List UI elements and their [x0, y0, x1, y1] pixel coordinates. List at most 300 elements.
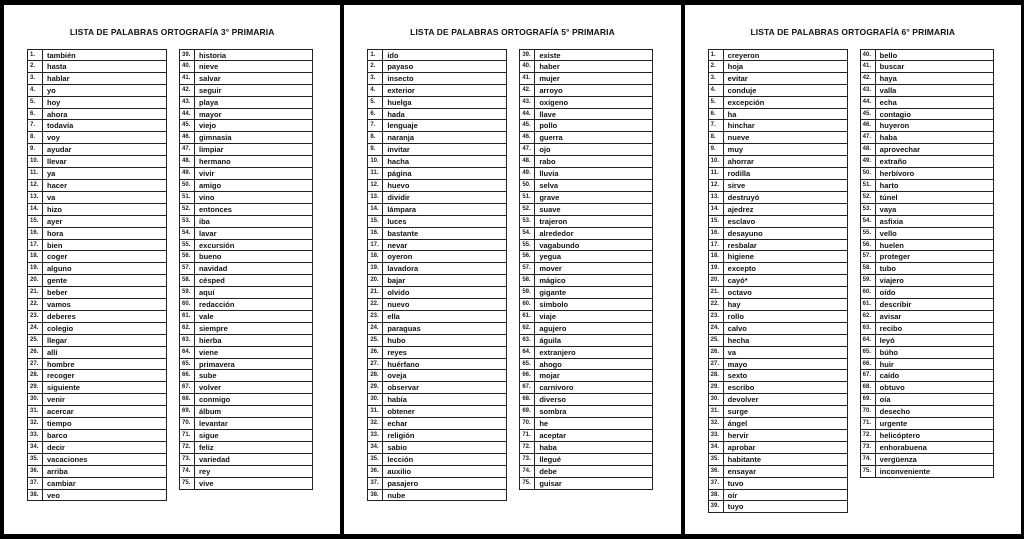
- word-text: alguno: [47, 264, 72, 274]
- word-row: [179, 204, 313, 216]
- word-row: [179, 120, 313, 132]
- word-text: pollo: [539, 121, 558, 131]
- word-row: [367, 466, 507, 478]
- word-row: [27, 418, 167, 430]
- word-text: va: [727, 347, 736, 357]
- word-text: cayó*: [727, 276, 748, 286]
- word-number: 24.: [28, 323, 43, 334]
- word-number: 51.: [180, 192, 195, 203]
- word-row: [519, 251, 653, 263]
- word-row: [860, 287, 994, 299]
- word-number: 4.: [709, 85, 724, 96]
- word-row: [367, 478, 507, 490]
- word-text: mujer: [539, 73, 560, 83]
- word-text: sabio: [387, 442, 407, 452]
- word-row: [27, 97, 167, 109]
- word-row: [179, 418, 313, 430]
- word-row: [367, 299, 507, 311]
- word-text: amigo: [199, 180, 222, 190]
- word-text: haba: [539, 442, 557, 452]
- word-text: nube: [387, 490, 406, 500]
- word-row: [860, 311, 994, 323]
- word-text: hervir: [727, 431, 749, 440]
- word-row: [179, 192, 313, 204]
- word-row: [367, 180, 507, 192]
- word-row: [179, 323, 313, 335]
- word-text: sigue: [199, 431, 219, 440]
- word-text: siempre: [199, 323, 228, 333]
- word-number: 72.: [180, 442, 195, 453]
- word-number: 71.: [180, 430, 195, 441]
- word-text: arroyo: [539, 85, 563, 95]
- word-number: 62.: [520, 323, 535, 334]
- word-text: viaje: [539, 311, 557, 321]
- word-text: beber: [47, 288, 68, 298]
- word-number: 22.: [709, 299, 724, 310]
- word-text: nueve: [727, 133, 750, 143]
- word-text: aquí: [199, 288, 215, 298]
- word-row: [179, 109, 313, 121]
- word-row: [179, 132, 313, 144]
- word-number: 3.: [709, 73, 724, 84]
- word-row: [179, 370, 313, 382]
- word-number: 53.: [861, 204, 876, 215]
- word-number: 13.: [368, 192, 383, 203]
- word-row: [860, 216, 994, 228]
- word-row: [27, 109, 167, 121]
- word-number: 15.: [709, 216, 724, 227]
- word-row: [367, 49, 507, 61]
- word-text: avisar: [879, 311, 902, 321]
- word-number: 13.: [709, 192, 724, 203]
- word-text: creyeron: [727, 51, 760, 60]
- word-text: huevo: [387, 180, 410, 190]
- word-text: lección: [387, 454, 414, 464]
- word-text: oyeron: [387, 252, 413, 262]
- word-row: [367, 156, 507, 168]
- word-text: página: [387, 169, 412, 179]
- word-number: 44.: [180, 109, 195, 120]
- word-column: [860, 49, 994, 478]
- word-number: 32.: [28, 418, 43, 429]
- word-row: [708, 156, 848, 168]
- word-text: ensayar: [727, 466, 757, 476]
- word-number: 50.: [180, 180, 195, 191]
- word-number: 51.: [520, 192, 535, 203]
- word-number: 11.: [368, 168, 383, 179]
- word-number: 28.: [709, 370, 724, 381]
- word-row: [179, 478, 313, 490]
- word-number: 29.: [368, 382, 383, 393]
- word-text: sexto: [727, 371, 748, 381]
- word-number: 67.: [520, 382, 535, 393]
- word-number: 6.: [368, 109, 383, 120]
- word-row: [367, 442, 507, 454]
- word-number: 48.: [180, 156, 195, 167]
- word-row: [860, 144, 994, 156]
- word-row: [367, 61, 507, 73]
- word-row: [27, 406, 167, 418]
- word-number: 28.: [28, 370, 43, 381]
- word-text: leyó: [879, 335, 895, 345]
- page-title: LISTA DE PALABRAS ORTOGRAFÍA 6° PRIMARIA: [750, 27, 956, 37]
- word-text: levantar: [199, 419, 228, 429]
- word-row: [179, 466, 313, 478]
- word-number: 23.: [28, 311, 43, 322]
- word-text: auxilio: [387, 466, 412, 476]
- word-text: excursión: [199, 240, 235, 250]
- word-number: 59.: [180, 287, 195, 298]
- word-row: [179, 430, 313, 442]
- word-number: 10.: [28, 156, 43, 167]
- word-row: [367, 97, 507, 109]
- word-number: 34.: [709, 442, 724, 453]
- word-text: diverso: [539, 395, 567, 405]
- word-text: venir: [47, 395, 65, 405]
- word-row: [519, 204, 653, 216]
- word-number: 20.: [28, 275, 43, 286]
- word-text: lámpara: [387, 204, 417, 214]
- word-number: 67.: [180, 382, 195, 393]
- word-text: oído: [879, 288, 896, 298]
- word-number: 24.: [709, 323, 724, 334]
- word-number: 36.: [28, 466, 43, 477]
- word-row: [367, 418, 507, 430]
- word-number: 4.: [368, 85, 383, 96]
- word-number: 9.: [28, 144, 43, 155]
- word-number: 52.: [861, 192, 876, 203]
- word-number: 66.: [520, 370, 535, 381]
- word-row: [860, 370, 994, 382]
- word-number: 65.: [861, 347, 876, 358]
- word-row: [27, 394, 167, 406]
- word-row: [708, 287, 848, 299]
- word-text: he: [539, 419, 549, 429]
- word-text: colegio: [47, 323, 74, 333]
- word-row: [519, 335, 653, 347]
- word-number: 49.: [180, 168, 195, 179]
- word-number: 70.: [180, 418, 195, 429]
- word-number: 8.: [368, 132, 383, 143]
- word-text: huérfano: [387, 359, 420, 369]
- word-row: [179, 287, 313, 299]
- word-text: octavo: [727, 288, 752, 298]
- word-number: 31.: [28, 406, 43, 417]
- word-number: 31.: [368, 406, 383, 417]
- word-text: ella: [387, 311, 400, 321]
- word-row: [860, 192, 994, 204]
- word-number: 33.: [709, 430, 724, 441]
- word-number: 37.: [28, 478, 43, 489]
- word-number: 1.: [28, 50, 43, 60]
- word-row: [708, 109, 848, 121]
- word-number: 62.: [180, 323, 195, 334]
- word-row: [367, 311, 507, 323]
- word-number: 8.: [709, 132, 724, 143]
- word-number: 72.: [861, 430, 876, 441]
- word-number: 19.: [368, 263, 383, 274]
- word-number: 55.: [861, 228, 876, 239]
- word-text: hacer: [47, 180, 68, 190]
- word-number: 5.: [28, 97, 43, 108]
- word-number: 27.: [368, 359, 383, 370]
- word-number: 59.: [861, 275, 876, 286]
- word-number: 50.: [520, 180, 535, 191]
- word-text: echar: [387, 419, 408, 429]
- word-row: [708, 430, 848, 442]
- word-text: esclavo: [727, 216, 756, 226]
- word-number: 5.: [368, 97, 383, 108]
- word-text: hora: [47, 228, 64, 238]
- word-row: [860, 418, 994, 430]
- word-number: 2.: [709, 61, 724, 72]
- word-text: mover: [539, 264, 562, 274]
- word-text: evitar: [727, 73, 748, 83]
- word-row: [27, 85, 167, 97]
- word-text: vamos: [47, 300, 71, 310]
- word-row: [708, 370, 848, 382]
- word-number: 69.: [861, 394, 876, 405]
- word-number: 27.: [709, 359, 724, 370]
- word-text: proteger: [879, 252, 911, 262]
- word-number: 26.: [709, 347, 724, 358]
- word-row: [860, 394, 994, 406]
- word-row: [860, 73, 994, 85]
- word-text: religión: [387, 431, 415, 440]
- word-row: [179, 97, 313, 109]
- word-number: 45.: [180, 120, 195, 131]
- word-number: 46.: [520, 132, 535, 143]
- word-row: [708, 454, 848, 466]
- word-row: [27, 120, 167, 132]
- word-number: 30.: [709, 394, 724, 405]
- page-title: LISTA DE PALABRAS ORTOGRAFÍA 5° PRIMARIA: [410, 27, 615, 37]
- word-row: [860, 275, 994, 287]
- word-text: ajedrez: [727, 204, 754, 214]
- word-row: [179, 240, 313, 252]
- word-number: 18.: [709, 251, 724, 262]
- word-number: 10.: [368, 156, 383, 167]
- word-row: [708, 406, 848, 418]
- word-text: bien: [47, 240, 63, 250]
- word-row: [519, 430, 653, 442]
- word-number: 9.: [709, 144, 724, 155]
- word-text: escribo: [727, 383, 755, 393]
- word-text: agujero: [539, 323, 567, 333]
- word-number: 51.: [861, 180, 876, 191]
- word-number: 47.: [520, 144, 535, 155]
- word-number: 66.: [861, 359, 876, 370]
- word-number: 41.: [520, 73, 535, 84]
- word-row: [367, 430, 507, 442]
- word-row: [367, 359, 507, 371]
- word-text: rabo: [539, 157, 556, 167]
- word-row: [367, 144, 507, 156]
- word-row: [367, 120, 507, 132]
- word-row: [367, 85, 507, 97]
- word-number: 46.: [861, 120, 876, 131]
- word-row: [860, 120, 994, 132]
- word-text: devolver: [727, 395, 759, 405]
- word-number: 43.: [861, 85, 876, 96]
- word-text: vergüenza: [879, 454, 917, 464]
- word-row: [519, 359, 653, 371]
- word-text: vivir: [199, 169, 215, 179]
- word-text: suave: [539, 204, 561, 214]
- word-row: [27, 168, 167, 180]
- word-text: payaso: [387, 61, 414, 71]
- word-text: túnel: [879, 192, 898, 202]
- word-text: huelga: [387, 97, 412, 107]
- word-row: [708, 323, 848, 335]
- word-text: huyeron: [879, 121, 910, 131]
- word-text: va: [47, 192, 56, 202]
- word-row: [708, 144, 848, 156]
- word-text: luces: [387, 216, 407, 226]
- word-text: guerra: [539, 133, 563, 143]
- word-number: 9.: [368, 144, 383, 155]
- word-text: desayuno: [727, 228, 763, 238]
- word-row: [27, 73, 167, 85]
- word-row: [860, 180, 994, 192]
- word-number: 26.: [28, 347, 43, 358]
- word-row: [367, 490, 507, 502]
- word-row: [367, 109, 507, 121]
- word-row: [27, 156, 167, 168]
- word-number: 4.: [28, 85, 43, 96]
- word-text: allí: [47, 347, 58, 357]
- word-row: [519, 394, 653, 406]
- word-text: ángel: [727, 419, 748, 429]
- word-row: [367, 382, 507, 394]
- word-number: 31.: [709, 406, 724, 417]
- word-text: feliz: [199, 442, 214, 452]
- word-row: [708, 490, 848, 502]
- word-number: 62.: [861, 311, 876, 322]
- word-number: 13.: [28, 192, 43, 203]
- word-number: 63.: [180, 335, 195, 346]
- word-number: 55.: [520, 240, 535, 251]
- word-number: 3.: [28, 73, 43, 84]
- word-column: [27, 49, 167, 501]
- word-number: 25.: [709, 335, 724, 346]
- word-row: [519, 442, 653, 454]
- word-number: 1.: [709, 50, 724, 60]
- word-row: [708, 73, 848, 85]
- word-text: insecto: [387, 73, 414, 83]
- word-row: [519, 299, 653, 311]
- word-number: 15.: [368, 216, 383, 227]
- word-number: 44.: [861, 97, 876, 108]
- word-number: 56.: [861, 240, 876, 251]
- word-text: mágico: [539, 276, 566, 286]
- word-text: viejo: [199, 121, 217, 131]
- word-text: navidad: [199, 264, 228, 274]
- word-text: nuevo: [387, 300, 410, 310]
- word-text: entonces: [199, 204, 232, 214]
- word-number: 49.: [861, 156, 876, 167]
- word-number: 60.: [861, 287, 876, 298]
- word-row: [27, 144, 167, 156]
- word-text: ayudar: [47, 145, 72, 155]
- word-text: invitar: [387, 145, 410, 155]
- word-row: [367, 168, 507, 180]
- word-text: hizo: [47, 204, 62, 214]
- word-number: 45.: [861, 109, 876, 120]
- word-number: 30.: [28, 394, 43, 405]
- word-number: 11.: [28, 168, 43, 179]
- word-row: [367, 323, 507, 335]
- word-row: [708, 501, 848, 513]
- word-number: 71.: [861, 418, 876, 429]
- word-number: 35.: [709, 454, 724, 465]
- word-text: harto: [879, 180, 899, 190]
- word-text: vagabundo: [539, 240, 580, 250]
- word-row: [708, 335, 848, 347]
- word-text: veo: [47, 490, 60, 500]
- word-text: ha: [727, 109, 737, 119]
- word-text: vacaciones: [47, 454, 88, 464]
- word-row: [179, 394, 313, 406]
- word-number: 61.: [180, 311, 195, 322]
- word-text: aceptar: [539, 431, 567, 440]
- word-text: hada: [387, 109, 405, 119]
- word-text: vale: [199, 311, 214, 321]
- word-row: [179, 275, 313, 287]
- panel-5-primaria: [344, 5, 680, 534]
- word-text: hasta: [47, 61, 67, 71]
- word-row: [708, 85, 848, 97]
- word-text: muy: [727, 145, 744, 155]
- word-text: helicóptero: [879, 431, 921, 440]
- word-text: decir: [47, 442, 65, 452]
- word-row: [27, 240, 167, 252]
- word-row: [519, 216, 653, 228]
- word-row: [27, 311, 167, 323]
- word-text: gimnasia: [199, 133, 232, 143]
- word-row: [27, 61, 167, 73]
- word-number: 21.: [709, 287, 724, 298]
- word-text: gigante: [539, 288, 566, 298]
- word-text: deberes: [47, 311, 76, 321]
- word-number: 39.: [180, 50, 195, 60]
- word-row: [519, 275, 653, 287]
- word-row: [179, 442, 313, 454]
- word-number: 48.: [861, 144, 876, 155]
- word-text: lluvia: [539, 169, 559, 179]
- word-text: oír: [727, 490, 738, 500]
- word-number: 35.: [28, 454, 43, 465]
- word-row: [860, 382, 994, 394]
- word-row: [27, 132, 167, 144]
- word-number: 53.: [180, 216, 195, 227]
- word-number: 47.: [180, 144, 195, 155]
- word-column: [708, 49, 848, 513]
- word-text: surge: [727, 407, 749, 417]
- word-number: 22.: [28, 299, 43, 310]
- word-text: nevar: [387, 240, 408, 250]
- word-row: [179, 216, 313, 228]
- word-text: herbívoro: [879, 169, 915, 179]
- word-row: [708, 204, 848, 216]
- word-row: [179, 299, 313, 311]
- word-text: bajar: [387, 276, 406, 286]
- word-text: playa: [199, 97, 219, 107]
- word-number: 17.: [368, 240, 383, 251]
- word-text: alrededor: [539, 228, 574, 238]
- word-text: llave: [539, 109, 557, 119]
- word-number: 69.: [180, 406, 195, 417]
